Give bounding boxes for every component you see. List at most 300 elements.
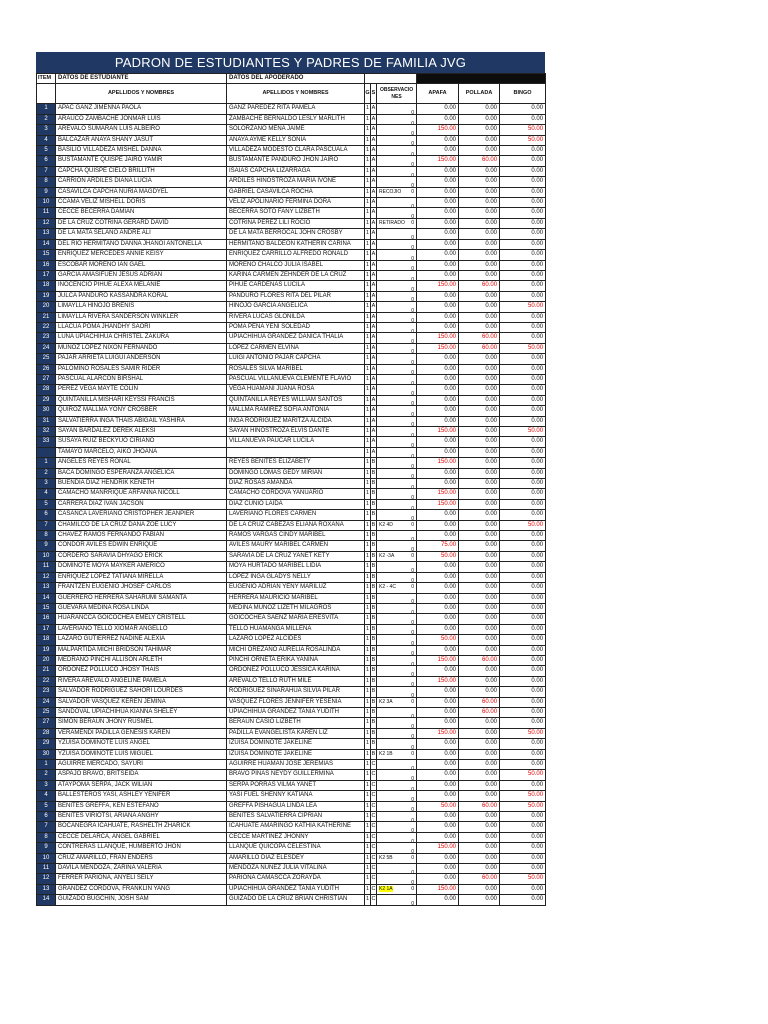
student-name-cell: TAMAYO MARCELO, AIKO JHOANA xyxy=(56,447,227,457)
pollada-cell: 0.00 xyxy=(459,416,500,426)
guardian-name-cell: PASCUAL VILLANUEVA CLEMENTE FLAVIO xyxy=(227,374,365,384)
observation-value: 0 xyxy=(411,578,415,583)
apafa-cell: 0.00 xyxy=(417,250,459,260)
s-cell: C xyxy=(371,822,377,832)
pollada-cell: 0.00 xyxy=(459,198,500,208)
guardian-name-cell: ORDONEZ POLLUCO JESSICA KARINA xyxy=(227,666,365,676)
observation-value: 0 xyxy=(411,765,415,770)
item-cell: 30 xyxy=(37,749,56,759)
item-cell: 8 xyxy=(37,832,56,842)
table-row xyxy=(37,895,546,905)
g-cell: 1 xyxy=(365,801,371,811)
g-cell: 1 xyxy=(365,832,371,842)
guardian-name-cell: POMA PENA YENI SOLEDAD xyxy=(227,322,365,332)
table-row xyxy=(37,208,546,218)
bingo-cell: 0.00 xyxy=(500,208,546,218)
observation-text: K2 1B xyxy=(379,750,393,757)
g-cell: 1 xyxy=(365,551,371,561)
table-row xyxy=(37,374,546,384)
item-cell: 2 xyxy=(37,468,56,478)
apafa-cell: 150.00 xyxy=(417,728,459,738)
observation-value: 0 xyxy=(411,422,415,427)
item-cell: 32 xyxy=(37,427,56,437)
g-cell: 1 xyxy=(365,812,371,822)
g-cell: 1 xyxy=(365,697,371,707)
student-name-cell: PEREZ VEGA MAYTE COLIN xyxy=(56,385,227,395)
table-row xyxy=(37,687,546,697)
pollada-cell: 0.00 xyxy=(459,603,500,613)
apafa-cell: 0.00 xyxy=(417,218,459,228)
s-cell: C xyxy=(371,801,377,811)
apafa-cell: 0.00 xyxy=(417,697,459,707)
guardian-name-cell: INGA RODRIGUEZ MARITZA ALCIDA xyxy=(227,416,365,426)
pollada-cell: 0.00 xyxy=(459,364,500,374)
pollada-cell: 0.00 xyxy=(459,458,500,468)
bingo-cell: 0.00 xyxy=(500,562,546,572)
g-cell: 1 xyxy=(365,427,371,437)
table-row xyxy=(37,572,546,582)
apafa-cell: 0.00 xyxy=(417,707,459,717)
apafa-cell: 150.00 xyxy=(417,156,459,166)
s-cell: A xyxy=(371,302,377,312)
observation-value: 0 xyxy=(411,515,415,521)
student-name-cell: BENITES VIRIOTSI, ARIANA ANGHY xyxy=(56,812,227,822)
s-cell: A xyxy=(371,447,377,457)
g-cell: 1 xyxy=(365,208,371,218)
bingo-cell: 0.00 xyxy=(500,676,546,686)
bingo-cell: 0.00 xyxy=(500,250,546,260)
observation-value: 0 xyxy=(411,796,415,802)
guardian-name-cell: HERMITANO BALDEON KATHERIN CARINA xyxy=(227,239,365,249)
item-cell: 2 xyxy=(37,770,56,780)
pollada-cell: 60.00 xyxy=(459,156,500,166)
item-cell: 25 xyxy=(37,707,56,717)
bingo-cell: 50.00 xyxy=(500,770,546,780)
student-name-cell: LIMAYLLA RIVERA SANDERSON WINKLER xyxy=(56,312,227,322)
item-cell: 11 xyxy=(37,562,56,572)
apafa-cell: 0.00 xyxy=(417,208,459,218)
g-cell: 1 xyxy=(365,343,371,353)
observation-cell xyxy=(377,229,417,239)
apafa-cell: 0.00 xyxy=(417,874,459,884)
observation-value: 0 xyxy=(411,584,415,591)
pollada-cell: 0.00 xyxy=(459,187,500,197)
s-cell: A xyxy=(371,270,377,280)
g-cell: 1 xyxy=(365,166,371,176)
observation-cell xyxy=(377,343,417,353)
observation-cell xyxy=(377,479,417,489)
item-cell: 7 xyxy=(37,822,56,832)
table-row xyxy=(37,874,546,884)
item-cell: 5 xyxy=(37,146,56,156)
item-cell: 18 xyxy=(37,281,56,291)
item-cell: 12 xyxy=(37,572,56,582)
observation-value: 0 xyxy=(411,120,415,125)
student-name-cell: CRUZ AMARILLO, FRAN ENDERS xyxy=(56,853,227,863)
bingo-cell: 0.00 xyxy=(500,822,546,832)
s-cell: A xyxy=(371,406,377,416)
item-cell: 11 xyxy=(37,208,56,218)
s-cell: A xyxy=(371,364,377,374)
table-row xyxy=(37,614,546,624)
observation-cell xyxy=(377,468,417,478)
student-name-cell: FRANTZEN EUGENIO JHOSEF CARLOS xyxy=(56,583,227,593)
s-cell: B xyxy=(371,551,377,561)
apafa-cell: 0.00 xyxy=(417,229,459,239)
observation-cell xyxy=(377,177,417,187)
s-cell: A xyxy=(371,166,377,176)
observation-text: K2 - 4C xyxy=(379,584,396,591)
pollada-cell: 0.00 xyxy=(459,354,500,364)
apafa-cell: 0.00 xyxy=(417,374,459,384)
guardian-name-cell: AVILES MAURY MARIBEL CARMEN xyxy=(227,541,365,551)
s-cell: A xyxy=(371,395,377,405)
s-cell: A xyxy=(371,291,377,301)
observation-cell xyxy=(377,291,417,301)
bingo-cell: 0.00 xyxy=(500,198,546,208)
g-cell: 1 xyxy=(365,884,371,894)
observation-cell xyxy=(377,510,417,520)
table-row xyxy=(37,822,546,832)
guardian-name-cell: YASI FUEL SHENNY KATIANA xyxy=(227,791,365,801)
bingo-cell: 0.00 xyxy=(500,291,546,301)
item-cell: 5 xyxy=(37,801,56,811)
student-name-cell: SUSAYA RUIZ BECKYUO CIRIANO xyxy=(56,437,227,447)
observation-cell xyxy=(377,302,417,312)
item-cell: 15 xyxy=(37,603,56,613)
table-row xyxy=(37,468,546,478)
table-row xyxy=(37,666,546,676)
observation-cell xyxy=(377,354,417,364)
apafa-cell: 0.00 xyxy=(417,312,459,322)
g-cell: 1 xyxy=(365,270,371,280)
observation-text: RECOJIO xyxy=(379,188,402,195)
apafa-cell: 150.00 xyxy=(417,489,459,499)
s-cell: B xyxy=(371,614,377,624)
student-name-cell: ASPAJO BRAVO, BRITSEIDA xyxy=(56,770,227,780)
item-cell: 19 xyxy=(37,291,56,301)
observation-value: 0 xyxy=(411,744,415,750)
item-cell: 16 xyxy=(37,614,56,624)
guardian-name-cell: SARAVIA DE LA CRUZ YANET KETY xyxy=(227,551,365,561)
student-name-cell: MEDRANO PINCHI ALLISON ARLETH xyxy=(56,655,227,665)
guardian-name-cell: KARINA CARMEN ZEHNDER DE LA CRUZ xyxy=(227,270,365,280)
bingo-cell: 0.00 xyxy=(500,374,546,384)
s-cell: C xyxy=(371,864,377,874)
g-cell: 1 xyxy=(365,229,371,239)
item-cell: 20 xyxy=(37,655,56,665)
pollada-cell: 0.00 xyxy=(459,583,500,593)
observation-value: 0 xyxy=(411,297,415,302)
bingo-cell: 0.00 xyxy=(500,354,546,364)
apafa-cell: 0.00 xyxy=(417,322,459,332)
table-row xyxy=(37,270,546,280)
item-cell: 28 xyxy=(37,385,56,395)
pollada-cell: 0.00 xyxy=(459,104,500,114)
pollada-cell: 0.00 xyxy=(459,125,500,135)
apafa-cell: 50.00 xyxy=(417,551,459,561)
observation-value: 0 xyxy=(411,276,415,281)
s-header: S xyxy=(371,84,377,104)
observation-value: 0 xyxy=(411,640,415,646)
table-row xyxy=(37,447,546,457)
observation-value: 0 xyxy=(411,750,415,757)
g-cell: 1 xyxy=(365,874,371,884)
guardian-name-cell: MENDOZA NUNEZ JULIA VITALINA xyxy=(227,864,365,874)
pollada-cell: 0.00 xyxy=(459,270,500,280)
bingo-cell: 0.00 xyxy=(500,551,546,561)
observation-value: 0 xyxy=(411,547,415,552)
guardian-name-cell: VEGA HUAMANI JUANA ROSA xyxy=(227,385,365,395)
observation-value: 0 xyxy=(411,776,415,781)
g-cell: 1 xyxy=(365,218,371,228)
observation-cell xyxy=(377,447,417,457)
s-cell: A xyxy=(371,250,377,260)
guardian-name-cell: ARDILES HINOSTROZA MARIA IVONE xyxy=(227,177,365,187)
student-name-cell: BUENDIA DIAZ HENDRIK KENETH xyxy=(56,479,227,489)
table-row xyxy=(37,354,546,364)
table-row xyxy=(37,260,546,270)
student-name-cell: YZUISA DOMINOTE LUIS ANGEL xyxy=(56,739,227,749)
guardian-name-cell: QUINTANILLA REYES WILLIAM SANTOS xyxy=(227,395,365,405)
observation-value: 0 xyxy=(411,463,415,469)
apafa-cell: 0.00 xyxy=(417,166,459,176)
guardian-name-cell: ICAHUATE AMARINGO KATHIA KATHERINE xyxy=(227,822,365,832)
guardian-name-cell: LOPEZ INGA GLADYS NELLY xyxy=(227,572,365,582)
observation-value: 0 xyxy=(411,828,415,833)
pollada-cell: 0.00 xyxy=(459,427,500,437)
item-cell: 28 xyxy=(37,728,56,738)
apafa-cell: 150.00 xyxy=(417,125,459,135)
s-cell: B xyxy=(371,520,377,530)
table-row xyxy=(37,416,546,426)
table-row xyxy=(37,520,546,530)
g-cell: 1 xyxy=(365,250,371,260)
guardian-name-cell: PANDURO FLORES RITA DEL PILAR xyxy=(227,291,365,301)
guardian-name-cell: LUIGI ANTONIO PAJAR CAPCHA xyxy=(227,354,365,364)
g-cell: 1 xyxy=(365,541,371,551)
bingo-cell: 0.00 xyxy=(500,760,546,770)
observation-value: 0 xyxy=(411,380,415,385)
apafa-cell: 150.00 xyxy=(417,458,459,468)
g-cell: 1 xyxy=(365,468,371,478)
s-cell: B xyxy=(371,583,377,593)
g-cell: 1 xyxy=(365,728,371,738)
observation-cell xyxy=(377,499,417,509)
s-cell: A xyxy=(371,187,377,197)
observation-cell xyxy=(377,520,417,530)
guardian-name-cell: REYES BENITES ELIZABETY xyxy=(227,458,365,468)
s-cell: A xyxy=(371,343,377,353)
observation-cell xyxy=(377,104,417,114)
apafa-cell: 0.00 xyxy=(417,302,459,312)
guardian-name-cell: PADILLA EVANGELISTA KAREN LIZ xyxy=(227,728,365,738)
s-cell: B xyxy=(371,666,377,676)
guardian-name-cell: RODRIGUEZ SINARAHUA SILVIA PILAR xyxy=(227,687,365,697)
item-cell: 30 xyxy=(37,406,56,416)
observation-value: 0 xyxy=(411,724,415,729)
guardian-name-cell: DIAZ ROSAS AMANDA xyxy=(227,479,365,489)
bingo-cell: 0.00 xyxy=(500,645,546,655)
bingo-cell: 0.00 xyxy=(500,416,546,426)
g-cell: 1 xyxy=(365,583,371,593)
bingo-cell: 0.00 xyxy=(500,104,546,114)
apafa-cell: 150.00 xyxy=(417,333,459,343)
student-name-cell: DOMINOTE MOYA MAYKER AMERICO xyxy=(56,562,227,572)
item-cell: 13 xyxy=(37,884,56,894)
observation-value: 0 xyxy=(411,885,415,892)
g-cell: 1 xyxy=(365,739,371,749)
bingo-cell: 0.00 xyxy=(500,281,546,291)
g-cell: 1 xyxy=(365,281,371,291)
pollada-cell: 0.00 xyxy=(459,395,500,405)
student-name-cell: DE LA CRUZ COTRINA GERARD DAVID xyxy=(56,218,227,228)
guardian-name-cell: VELIZ APOLINARIO FERMINA DORA xyxy=(227,198,365,208)
item-cell: 4 xyxy=(37,135,56,145)
bingo-cell: 0.00 xyxy=(500,146,546,156)
bingo-cell: 0.00 xyxy=(500,239,546,249)
bingo-cell: 0.00 xyxy=(500,864,546,874)
item-cell: 10 xyxy=(37,198,56,208)
guardian-name-cell: BENITES SALVATIERRA CIPRIAN xyxy=(227,812,365,822)
table-row xyxy=(37,812,546,822)
pollada-cell: 0.00 xyxy=(459,843,500,853)
item-cell: 13 xyxy=(37,229,56,239)
bingo-cell: 0.00 xyxy=(500,177,546,187)
item-cell: 25 xyxy=(37,354,56,364)
apafa-cell: 0.00 xyxy=(417,895,459,905)
table-row xyxy=(37,499,546,509)
bingo-cell: 0.00 xyxy=(500,593,546,603)
bingo-cell: 0.00 xyxy=(500,114,546,124)
table-row xyxy=(37,166,546,176)
student-name-cell: PAJAR ARRIETA LUIGUI ANDERSON xyxy=(56,354,227,364)
bingo-cell: 0.00 xyxy=(500,312,546,322)
bingo-cell: 0.00 xyxy=(500,843,546,853)
table-row xyxy=(37,707,546,717)
apafa-cell: 50.00 xyxy=(417,635,459,645)
observation-value: 0 xyxy=(411,713,415,718)
observation-value: 0 xyxy=(411,307,415,313)
guardian-name-cell: GREFFA PISHAGUA LINDA LEA xyxy=(227,801,365,811)
bingo-cell: 0.00 xyxy=(500,655,546,665)
observation-cell xyxy=(377,895,417,905)
bingo-cell: 0.00 xyxy=(500,468,546,478)
table-row xyxy=(37,437,546,447)
bingo-cell: 0.00 xyxy=(500,583,546,593)
g-cell: 1 xyxy=(365,635,371,645)
pollada-cell: 0.00 xyxy=(459,645,500,655)
apafa-cell: 0.00 xyxy=(417,291,459,301)
observation-cell xyxy=(377,770,417,780)
s-cell: B xyxy=(371,531,377,541)
s-cell: A xyxy=(371,104,377,114)
g-cell: 1 xyxy=(365,718,371,728)
guardian-name-cell: MORENO CHALCO JULIA ISABEL xyxy=(227,260,365,270)
s-cell: A xyxy=(371,354,377,364)
bingo-cell: 0.00 xyxy=(500,697,546,707)
bingo-cell: 0.00 xyxy=(500,614,546,624)
table-row xyxy=(37,801,546,811)
observation-value: 0 xyxy=(411,359,415,365)
table-row xyxy=(37,770,546,780)
s-cell: B xyxy=(371,593,377,603)
item-cell: 3 xyxy=(37,780,56,790)
observation-text: K2 -3A xyxy=(379,552,395,559)
observation-cell xyxy=(377,270,417,280)
apafa-cell: 0.00 xyxy=(417,666,459,676)
student-name-cell: INOCENCIO PIHUE ALEXA MELANIE xyxy=(56,281,227,291)
observation-cell xyxy=(377,187,417,197)
item-cell: 4 xyxy=(37,791,56,801)
g-cell: 1 xyxy=(365,760,371,770)
observation-cell xyxy=(377,531,417,541)
pollada-cell: 0.00 xyxy=(459,146,500,156)
apafa-cell: 0.00 xyxy=(417,114,459,124)
table-row xyxy=(37,177,546,187)
table-row xyxy=(37,603,546,613)
observation-value: 0 xyxy=(411,266,415,271)
g-cell: 1 xyxy=(365,676,371,686)
observation-cell xyxy=(377,166,417,176)
observation-cell xyxy=(377,427,417,437)
apafa-cell: 50.00 xyxy=(417,801,459,811)
observation-value: 0 xyxy=(411,287,415,292)
table-row xyxy=(37,322,546,332)
bingo-cell: 0.00 xyxy=(500,322,546,332)
table-row xyxy=(37,114,546,124)
item-cell: 3 xyxy=(37,479,56,489)
table-row xyxy=(37,395,546,405)
guardian-name-cell: DOMINGO LOMAS GEDY MIRIAN xyxy=(227,468,365,478)
item-cell: 1 xyxy=(37,104,56,114)
observation-value: 0 xyxy=(411,630,415,635)
item-cell: 23 xyxy=(37,687,56,697)
guardian-name-cell: VILLADEZA MODESTO CLARA PASCUALA xyxy=(227,146,365,156)
bingo-cell: 50.00 xyxy=(500,427,546,437)
observation-value: 0 xyxy=(411,661,415,666)
guardian-name-cell: LAVERIANO FLORES CARMEN xyxy=(227,510,365,520)
pollada-cell: 0.00 xyxy=(459,593,500,603)
observation-cell xyxy=(377,728,417,738)
s-cell: A xyxy=(371,218,377,228)
observations-header: OBSERVACIO NES xyxy=(377,84,417,104)
bingo-cell: 0.00 xyxy=(500,364,546,374)
table-row xyxy=(37,125,546,135)
s-cell: A xyxy=(371,135,377,145)
observation-value: 0 xyxy=(411,203,415,208)
bingo-cell: 0.00 xyxy=(500,739,546,749)
student-name-cell: SALVADOR VASQUEZ KEREN JEMINA xyxy=(56,697,227,707)
item-cell: 9 xyxy=(37,541,56,551)
bingo-cell: 50.00 xyxy=(500,302,546,312)
pollada-cell: 0.00 xyxy=(459,832,500,842)
pollada-cell: 0.00 xyxy=(459,739,500,749)
bingo-cell: 50.00 xyxy=(500,135,546,145)
observation-value: 0 xyxy=(411,453,415,458)
pollada-cell: 60.00 xyxy=(459,333,500,343)
observation-cell xyxy=(377,749,417,759)
s-cell: A xyxy=(371,260,377,270)
apafa-cell: 0.00 xyxy=(417,437,459,447)
item-cell: 8 xyxy=(37,177,56,187)
table-row xyxy=(37,198,546,208)
student-name-cell: AGUIRRE MERCADO, SAYURI xyxy=(56,760,227,770)
apafa-cell: 0.00 xyxy=(417,832,459,842)
observation-value: 0 xyxy=(411,401,415,406)
table-row xyxy=(37,250,546,260)
guardian-name-cell: HINOJO GARCIA ANGELICA xyxy=(227,302,365,312)
